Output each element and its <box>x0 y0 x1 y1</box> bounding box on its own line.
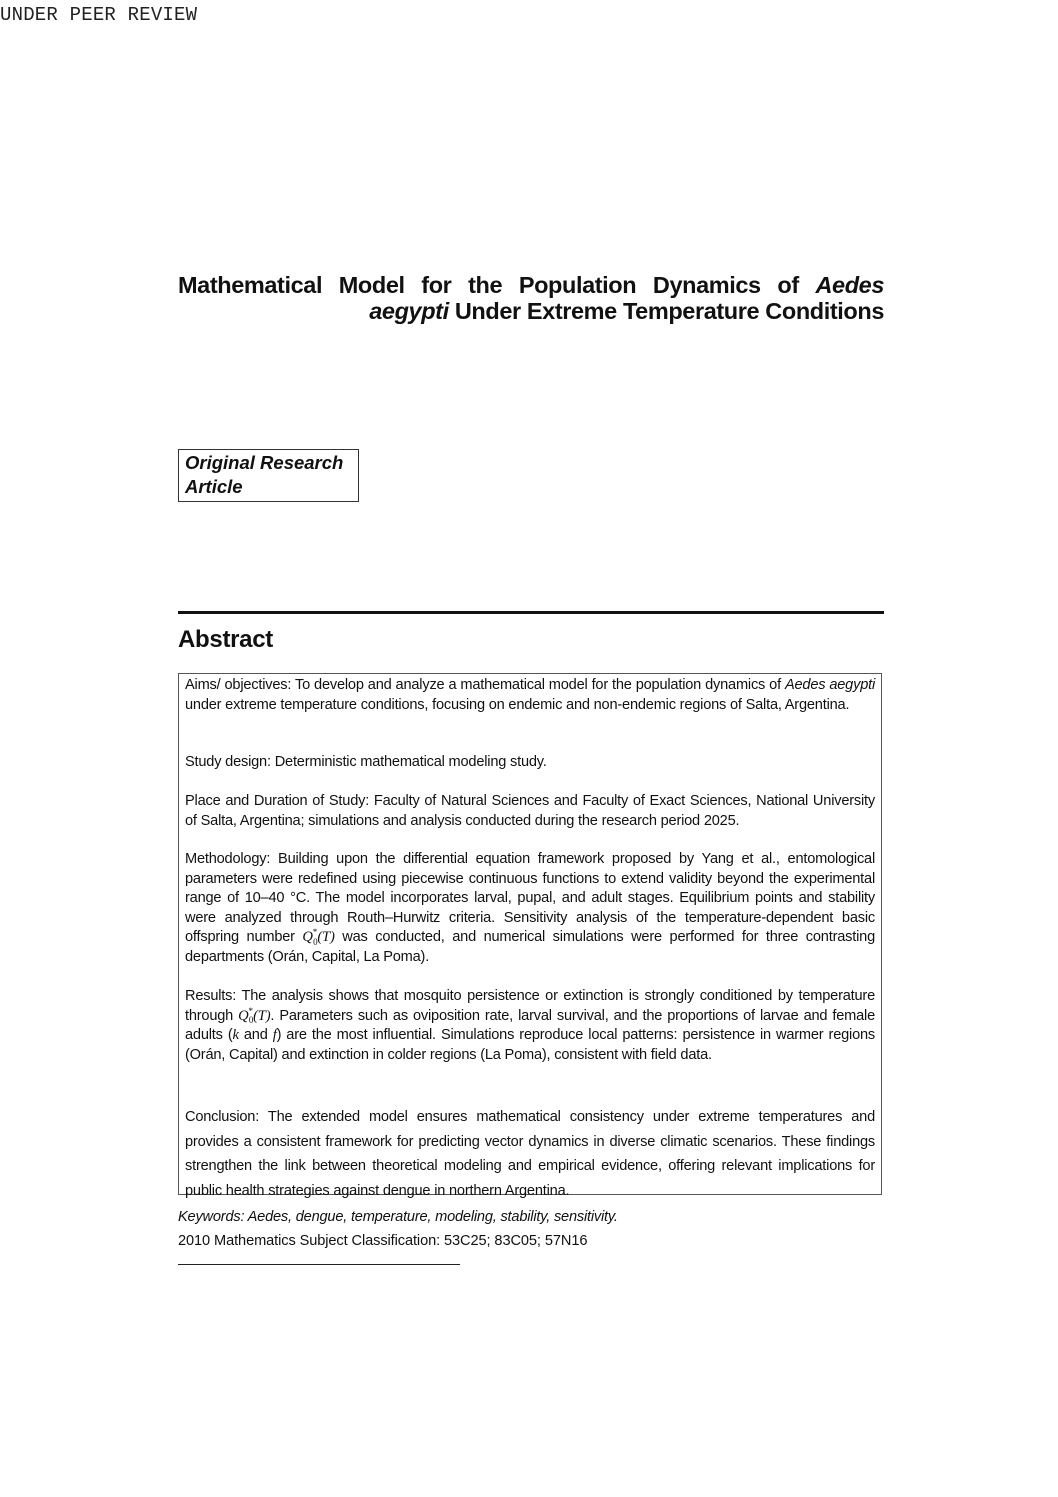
study-design-label: Study design: <box>185 754 271 770</box>
place-duration-text: Faculty of Natural Sciences and Faculty of Exact Sciences, National University of Salta, Argentina; simulations and analysis conducted during the research period 2025. <box>185 793 875 829</box>
abstract-study-design <box>185 753 875 773</box>
under-review-watermark: UNDER PEER REVIEW <box>0 4 198 26</box>
math-q0-star-t <box>238 1005 271 1026</box>
results-and: and <box>238 1027 273 1043</box>
results-text-mid: . Parameters such as oviposition rate, larval survival, and the proportions of larvae and female adults ( <box>185 1007 875 1043</box>
footnote-rule <box>178 1264 460 1265</box>
conclusion-label: Conclusion: <box>185 1109 260 1125</box>
math-sub: 0 <box>248 1015 254 1026</box>
results-text-cont: ) are the most influential. Simulations reproduce local patterns: persistence in warmer regions (Orán, Capital) and extinction in colder regions (La Poma), consistent with field data. <box>185 1027 875 1063</box>
abstract-methodology <box>185 850 875 967</box>
math-symbol: Q <box>302 929 313 945</box>
methodology-text-cont: was conducted, and numerical simulations were performed for three contrasting departments (Orán, Capital, La Poma). <box>185 929 875 965</box>
math-arg: (T) <box>253 1007 271 1024</box>
math-symbol: Q <box>238 1007 249 1024</box>
article-type-badge: Original Research Article <box>178 449 359 502</box>
title-species-epithet: aegypti <box>369 298 449 324</box>
aims-text: To develop and analyze a mathematical model for the population dynamics of <box>291 677 785 693</box>
abstract-box <box>178 673 882 1199</box>
section-divider <box>178 611 884 614</box>
abstract-results <box>185 987 875 1065</box>
math-q0-star-t <box>302 929 334 945</box>
title-text: Under Extreme Temperature Conditions <box>448 298 884 324</box>
keywords: Keywords: Aedes, dengue, temperature, modeling, stability, sensitivity. <box>178 1209 618 1225</box>
math-var-k: k <box>232 1027 239 1043</box>
aims-label: Aims/ objectives: <box>185 677 292 693</box>
study-design-text: Deterministic mathematical modeling study. <box>270 754 547 770</box>
math-arg: (T) <box>317 929 335 945</box>
abstract-place-duration <box>185 792 875 831</box>
abstract-conclusion <box>185 1105 875 1203</box>
results-label: Results: <box>185 988 237 1004</box>
species-name: Aedes aegypti <box>784 677 876 693</box>
math-sup: * <box>312 927 318 938</box>
paper-title <box>178 272 884 324</box>
place-duration-label: Place and Duration of Study: <box>185 793 370 809</box>
math-var-f: f <box>272 1027 277 1043</box>
methodology-label: Methodology: <box>185 851 271 867</box>
title-line-2 <box>178 298 884 324</box>
abstract-heading: Abstract <box>178 626 273 653</box>
title-text: Mathematical Model for the Population Dynamics of <box>178 272 816 298</box>
title-line-1 <box>178 272 884 298</box>
aims-text-cont: under extreme temperature conditions, focusing on endemic and non-endemic regions of Salta, Argentina. <box>185 696 850 713</box>
math-sup: * <box>248 1005 253 1016</box>
conclusion-text: The extended model ensures mathematical consistency under extreme temperatures and provides a consistent framework for predicting vector dynamics in diverse climatic scenarios. These findings strengthen the link between theoretical modeling and empirical evidence, offering relevant implications for public health strategies against dengue in northern Argentina. <box>185 1109 875 1199</box>
abstract-aims <box>185 676 875 715</box>
title-species-genus: Aedes <box>815 272 884 298</box>
results-text: The analysis shows that mosquito persistence or extinction is strongly conditioned by temperature through <box>185 988 875 1024</box>
methodology-text: Building upon the differential equation framework proposed by Yang et al., entomological parameters were redefined using piecewise continuous functions to extend validity beyond the experimental range of 10–40 °C. The model incorporates larval, pupal, and adult stages. Equilibrium points and stability were analyzed through Routh–Hurwitz criteria. Sensitivity analysis of the temperature-dependent basic offspring number <box>185 851 875 945</box>
math-sub: 0 <box>313 936 318 947</box>
subject-classification: 2010 Mathematics Subject Classification: 53C25; 83C05; 57N16 <box>178 1233 588 1249</box>
